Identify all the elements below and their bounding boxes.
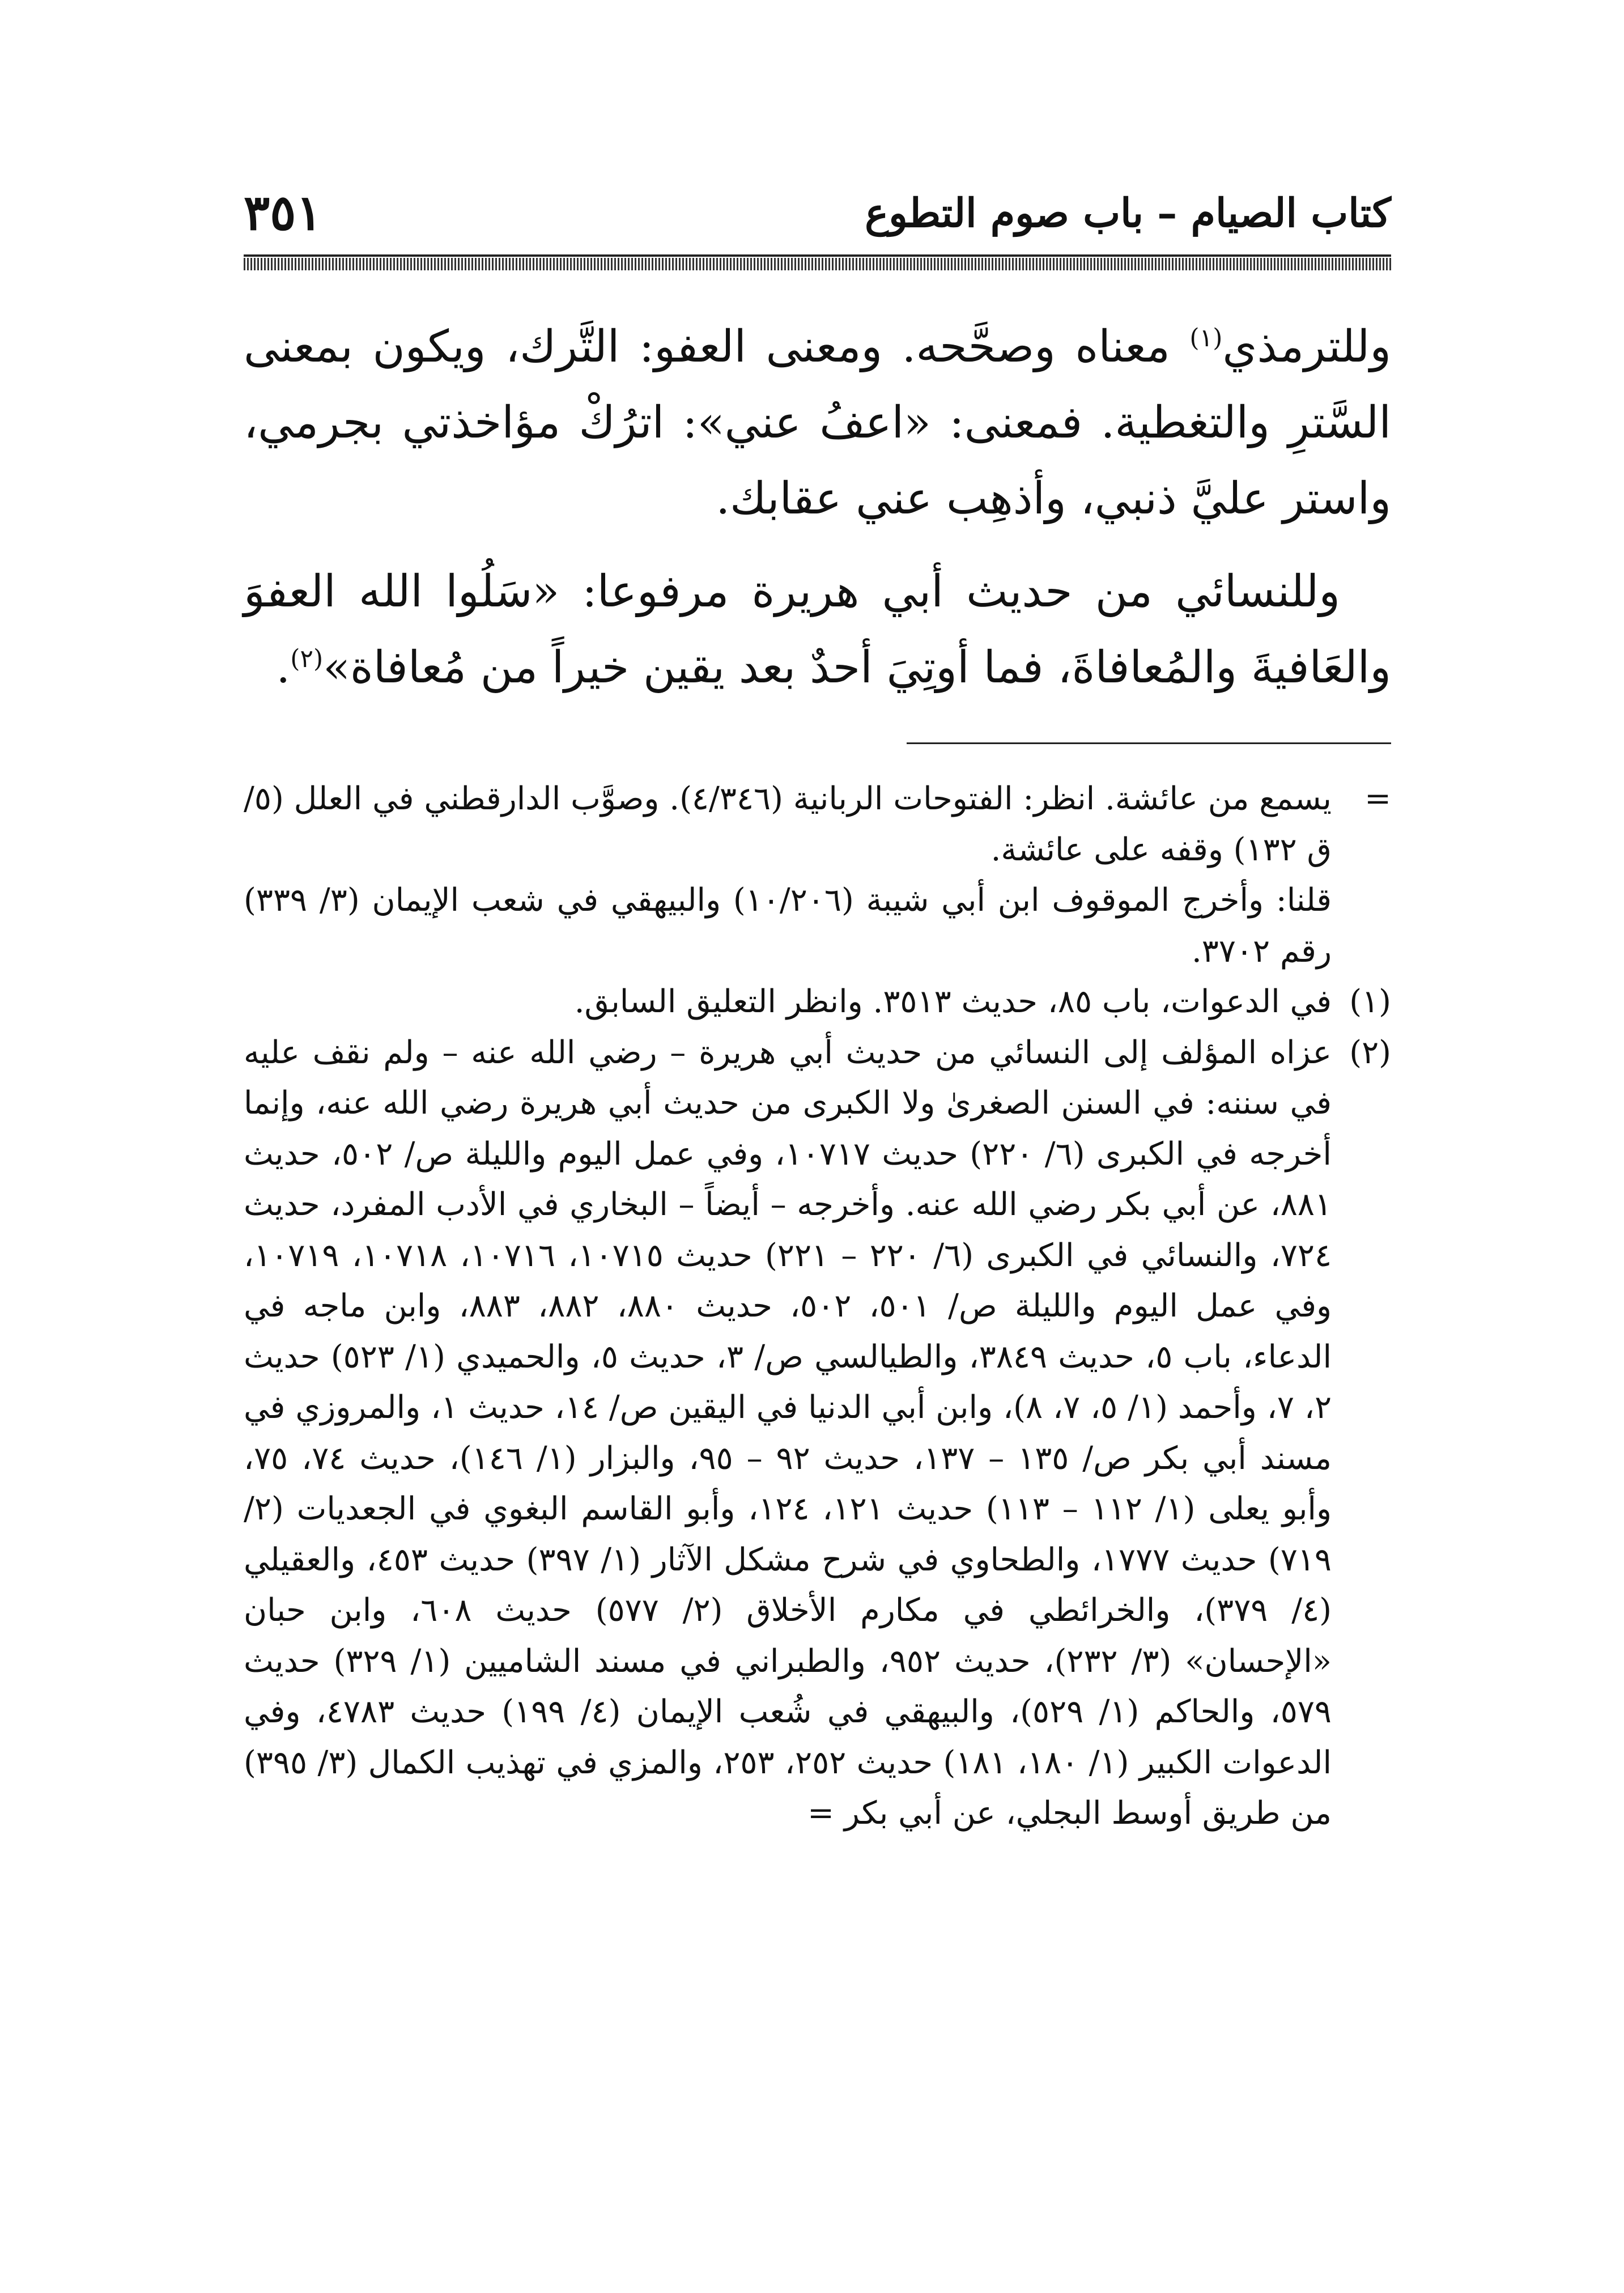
footnote-continuation-body — [244, 774, 1332, 976]
main-paragraph-1-start: وللترمذي — [1222, 321, 1391, 372]
page-number: ٣٥١ — [244, 184, 322, 241]
footnote-continuation — [244, 774, 1391, 976]
footnote-continuation-marker: = — [1364, 780, 1391, 817]
header-rule — [244, 258, 1391, 270]
footnotes — [244, 774, 1391, 1839]
footnote-2-text: عزاه المؤلف إلى النسائي من حديث أبي هريرة – رضي الله عنه – ولم نقف عليه في سننه: في السنن الصغرىٰ ولا الكبرى من حديث أبي هريرة رضي الله عنه، وإنما أخرجه في الكبرى (٦/ ٢٢٠) حديث ١٠٧١٧، وفي عمل اليوم والليلة ص/ ٥٠٢، حديث ٨٨١، عن أبي بكر رضي الله عنه. وأخرجه – أيضاً – البخاري في الأدب المفرد، حديث ٧٢٤، والنسائي في الكبرى (٦/ ٢٢٠ – ٢٢١) حديث ١٠٧١٥، ١٠٧١٦، ١٠٧١٨، ١٠٧١٩، وفي عمل اليوم والليلة ص/ ٥٠١، ٥٠٢، حديث ٨٨٠، ٨٨٢، ٨٨٣، وابن ماجه في الدعاء، باب ٥، حديث ٣٨٤٩، والطيالسي ص/ ٣، حديث ٥، والحميدي (١/ ٥٢٣) حديث ٢، ٧، وأحمد (١/ ٥، ٧، ٨)، وابن أبي الدنيا في اليقين ص/ ١٤، حديث ١، والمروزي في مسند أبي بكر ص/ ١٣٥ – ١٣٧، حديث ٩٢ – ٩٥، والبزار (١/ ١٤٦)، حديث ٧٤، ٧٥، وأبو يعلى (١/ ١١٢ – ١١٣) حديث ١٢١، ١٢٤، وأبو القاسم البغوي في الجعديات (٢/ ٧١٩) حديث ١٧٧٧، والطحاوي في شرح مشكل الآثار (١/ ٣٩٧) حديث ٤٥٣، والعقيلي (٤/ ٣٧٩)، والخرائطي في مكارم الأخلاق (٢/ ٥٧٧) حديث ٦٠٨، وابن حبان «الإحسان» (٣/ ٢٣٢)، حديث ٩٥٢، والطبراني في مسند الشاميين (١/ ٣٢٩) حديث ٥٧٩، والحاكم (١/ ٥٢٩)، والبيهقي في شُعب الإيمان (٤/ ١٩٩) حديث ٤٧٨٣، وفي الدعوات الكبير (١/ ١٨٠، ١٨١) حديث ٢٥٢، ٢٥٣، والمزي في تهذيب الكمال (٣/ ٣٩٥) من طريق أوسط البجلي، عن أبي بكر = — [244, 1034, 1332, 1832]
main-paragraph-1-rest: معناه وصحَّحه. ومعنى العفو: التَّرك، ويكون بمعنى السَّترِ والتغطية. فمعنى: «اعفُ عني»: اترُكْ مؤاخذتي بجرمي، واستر عليَّ ذنبي، وأذهِب عني عقابك. — [244, 321, 1391, 524]
main-text — [244, 309, 1391, 706]
main-paragraph-1 — [244, 309, 1391, 537]
footnote-1-marker: (١) — [1349, 983, 1391, 1020]
main-paragraph-2-end: . — [276, 642, 291, 693]
footnote-1-text: في الدعوات، باب ٨٥، حديث ٣٥١٣. وانظر التعليق السابق. — [574, 983, 1332, 1020]
running-title: كتاب الصيام – باب صوم التطوع — [865, 189, 1391, 236]
main-paragraph-2-text: وللنسائي من حديث أبي هريرة مرفوعا: «سَلُوا الله العفوَ والعَافيةَ والمُعافاةَ، فما أوتِيَ أحدٌ بعد يقين خيراً من مُعافاة» — [244, 566, 1391, 693]
footnote-2-body — [244, 1027, 1332, 1839]
footnote-continuation-text-1: يسمع من عائشة. انظر: الفتوحات الربانية (٤/٣٤٦). وصوَّب الدارقطني في العلل (٥/ق ١٣٢) وقفه على عائشة. — [244, 780, 1332, 868]
footnote-2 — [244, 1027, 1391, 1839]
footnote-1 — [244, 976, 1391, 1027]
footnote-ref-2: (٢) — [290, 644, 324, 673]
footnote-2-marker: (٢) — [1349, 1034, 1391, 1071]
footnote-separator — [907, 742, 1391, 744]
page-header — [244, 170, 1391, 255]
footnote-1-body — [244, 976, 1332, 1027]
footnote-continuation-text-2: قلنا: وأخرج الموقوف ابن أبي شيبة (١٠/٢٠٦) والبيهقي في شعب الإيمان (٣/ ٣٣٩) رقم ٣٧٠٢. — [244, 882, 1332, 970]
main-paragraph-2 — [244, 554, 1391, 706]
footnote-ref-1: (١) — [1189, 324, 1223, 353]
